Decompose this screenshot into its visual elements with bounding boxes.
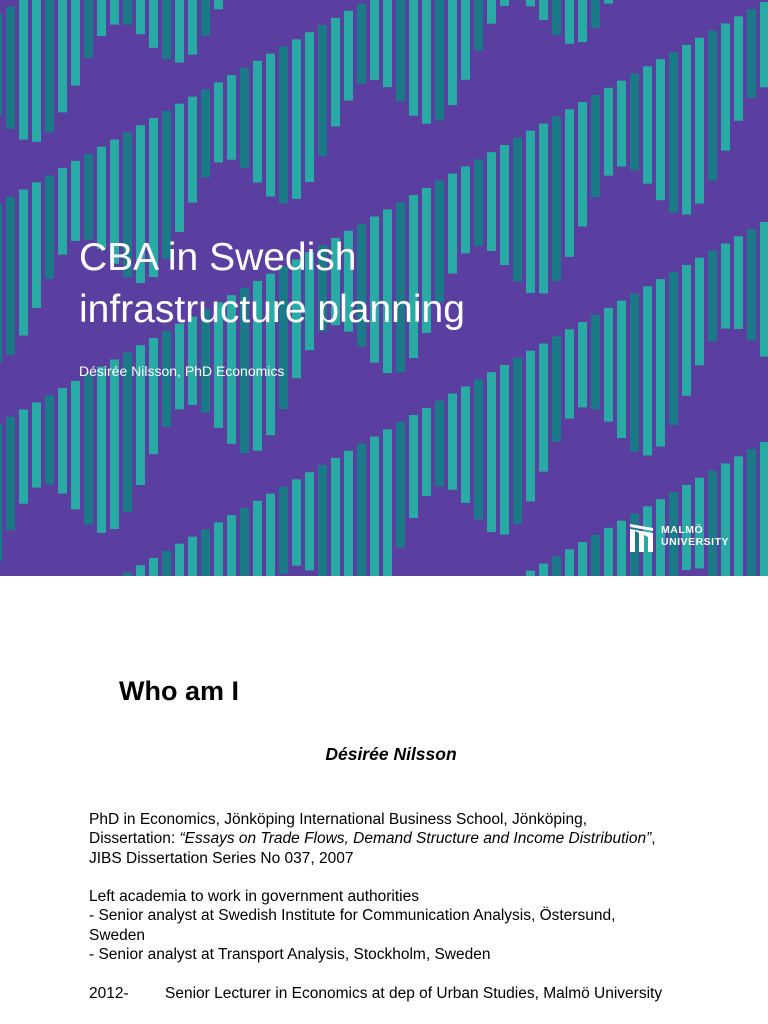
- background-fin: [578, 542, 587, 576]
- background-fin: [487, 372, 496, 532]
- current-role: Senior Lecturer in Economics at dep of Urban Studies, Malmö University: [165, 985, 663, 1002]
- background-fin: [409, 415, 418, 518]
- background-fin: [461, 0, 470, 80]
- background-fin: [58, 168, 67, 255]
- background-fin: [669, 52, 678, 212]
- background-fin: [32, 182, 41, 308]
- background-fin: [448, 0, 457, 105]
- background-fin: [604, 88, 613, 176]
- background-fin: [305, 32, 314, 182]
- background-fin: [305, 472, 314, 570]
- background-fin: [97, 0, 106, 36]
- background-fin: [253, 61, 262, 183]
- background-fin: [695, 258, 704, 366]
- background-fin: [552, 0, 561, 35]
- background-fin: [318, 465, 327, 576]
- slide-subtitle: Désirée Nilsson, PhD Economics: [79, 363, 285, 379]
- background-fin: [526, 0, 535, 6]
- background-fin: [84, 0, 93, 58]
- background-fin: [240, 68, 249, 168]
- slide-title-line-2: infrastructure planning: [79, 288, 465, 331]
- background-fin: [188, 97, 197, 203]
- background-fin: [747, 449, 756, 576]
- background-fin: [201, 0, 210, 36]
- background-fin: [331, 458, 340, 576]
- background-fin: [84, 374, 93, 525]
- background-fin: [461, 386, 470, 502]
- background-fin: [344, 11, 353, 101]
- background-fin: [175, 0, 184, 63]
- background-fin: [383, 429, 392, 576]
- background-fin: [279, 47, 288, 204]
- background-fin: [370, 0, 379, 80]
- background-fin: [110, 360, 119, 530]
- background-fin: [6, 417, 15, 530]
- background-fin: [578, 102, 587, 226]
- logo-line-2: UNIVERSITY: [661, 536, 730, 548]
- background-fin: [149, 558, 158, 576]
- background-fin: [71, 0, 80, 85]
- background-fin: [201, 89, 210, 177]
- background-fin: [474, 379, 483, 519]
- background-fin: [747, 9, 756, 98]
- background-fin: [201, 529, 210, 576]
- background-fin: [19, 0, 28, 140]
- current-year: 2012-: [89, 985, 129, 1002]
- background-fin: [318, 25, 327, 156]
- career-block: [89, 887, 729, 964]
- background-fin: [695, 38, 704, 204]
- background-fin: [747, 229, 756, 340]
- logo-line-1: MALMÖ: [661, 524, 704, 536]
- background-fin: [500, 0, 509, 6]
- background-fin: [227, 75, 236, 160]
- background-fin: [630, 74, 639, 171]
- background-fin: [253, 501, 262, 576]
- background-fin: [32, 0, 41, 142]
- background-fin: [6, 197, 15, 355]
- background-fin: [708, 31, 717, 181]
- background-fin: [760, 442, 768, 576]
- background-fin: [214, 522, 223, 576]
- background-fin: [0, 204, 2, 363]
- background-fin: [539, 344, 548, 472]
- background-fin: [760, 222, 768, 357]
- background-fin: [396, 422, 405, 547]
- background-fin: [721, 243, 730, 328]
- background-fin: [552, 336, 561, 441]
- background-fin: [162, 0, 171, 59]
- background-fin: [617, 81, 626, 167]
- background-fin: [552, 556, 561, 576]
- background-fin: [136, 0, 145, 34]
- background-fin: [71, 161, 80, 241]
- background-fin: [45, 175, 54, 279]
- background-fin: [149, 338, 158, 454]
- career-item-2: - Senior analyst at Transport Analysis, Stockholm, Sweden: [89, 945, 491, 963]
- background-fin: [331, 18, 340, 126]
- presenter-name: Désirée Nilsson: [325, 744, 457, 764]
- background-fin: [32, 402, 41, 487]
- background-fin: [734, 16, 743, 120]
- dissertation-suffix: ,: [651, 830, 656, 848]
- current-position-line: [89, 984, 729, 1003]
- dissertation-prefix: Dissertation:: [89, 830, 180, 848]
- background-fin: [435, 401, 444, 487]
- background-fin: [188, 537, 197, 576]
- background-fin: [266, 54, 275, 197]
- background-fin: [71, 381, 80, 509]
- background-fin: [188, 0, 197, 55]
- background-fin: [357, 4, 366, 84]
- background-fin: [708, 251, 717, 342]
- background-fin: [422, 408, 431, 496]
- background-fin: [279, 487, 288, 574]
- education-line-3: JIBS Dissertation Series No 037, 2007: [89, 849, 354, 867]
- background-fin: [656, 59, 665, 200]
- background-fin: [383, 0, 392, 87]
- background-fin: [565, 329, 574, 418]
- background-fin: [539, 0, 548, 20]
- career-item-1-continued: Sweden: [89, 926, 146, 944]
- background-fin: [266, 494, 275, 576]
- who-am-i-slide: [0, 576, 768, 1024]
- background-fin: [591, 535, 600, 576]
- background-fin: [500, 365, 509, 535]
- background-fin: [175, 104, 184, 232]
- background-fin: [643, 66, 652, 183]
- background-fin: [123, 0, 132, 25]
- background-fin: [422, 0, 431, 124]
- background-fin: [162, 551, 171, 576]
- background-fin: [474, 0, 483, 50]
- slide-heading: Who am I: [119, 676, 239, 706]
- background-fin: [97, 367, 106, 533]
- background-fin: [370, 437, 379, 577]
- background-fin: [578, 0, 587, 42]
- background-fin: [721, 23, 730, 150]
- current-position: [89, 984, 729, 1003]
- background-fin: [136, 565, 145, 576]
- university-logo: [628, 518, 729, 554]
- background-fin: [6, 7, 15, 129]
- background-fin: [409, 0, 418, 116]
- background-fin: [682, 265, 691, 396]
- background-fin: [526, 351, 535, 502]
- background-fin: [591, 0, 600, 28]
- background-fin: [539, 564, 548, 576]
- background-fin: [19, 410, 28, 504]
- background-fin: [565, 0, 574, 44]
- education-line-1: PhD in Economics, Jönköping International Business School, Jönköping,: [89, 811, 588, 828]
- logo-wordmark: [661, 524, 729, 548]
- background-fin: [19, 190, 28, 336]
- background-fin: [591, 95, 600, 197]
- background-fin: [344, 451, 353, 576]
- background-fin: [604, 528, 613, 576]
- slide-title-line-1: CBA in Swedish: [79, 236, 357, 279]
- background-fin: [682, 45, 691, 215]
- background-fin: [435, 0, 444, 121]
- background-fin: [760, 2, 768, 87]
- background-fin: [292, 479, 301, 565]
- background-fin: [292, 39, 301, 198]
- background-fin: [604, 0, 613, 4]
- background-fin: [0, 14, 2, 115]
- background-fin: [487, 0, 496, 24]
- background-fin: [58, 0, 67, 112]
- background-fin: [565, 549, 574, 576]
- malmo-university-logo-icon: [628, 519, 656, 553]
- background-fin: [214, 0, 223, 9]
- background-fin: [58, 388, 67, 494]
- background-fin: [110, 0, 119, 25]
- background-fin: [0, 424, 2, 561]
- background-fin: [617, 521, 626, 576]
- background-fin: [448, 394, 457, 490]
- background-fin: [357, 444, 366, 576]
- career-item-1: - Senior analyst at Swedish Institute for Communication Analysis, Östersund,: [89, 907, 616, 925]
- dissertation-title: “Essays on Trade Flows, Demand Structure and Income Distribution”: [179, 830, 652, 848]
- background-fin: [734, 236, 743, 329]
- background-fin: [396, 0, 405, 101]
- background-fin: [45, 395, 54, 484]
- slide-title: [79, 232, 679, 336]
- background-fin: [513, 358, 522, 524]
- career-intro: Left academia to work in government authorities: [89, 888, 419, 905]
- background-fin: [734, 456, 743, 576]
- background-fin: [175, 544, 184, 576]
- background-fin: [214, 82, 223, 162]
- background-fin: [240, 508, 249, 576]
- education-block: [89, 810, 729, 868]
- background-fin: [84, 154, 93, 240]
- dissertation-line: [89, 829, 729, 848]
- background-fin: [149, 0, 158, 48]
- background-fin: [227, 515, 236, 576]
- background-fin: [45, 0, 54, 132]
